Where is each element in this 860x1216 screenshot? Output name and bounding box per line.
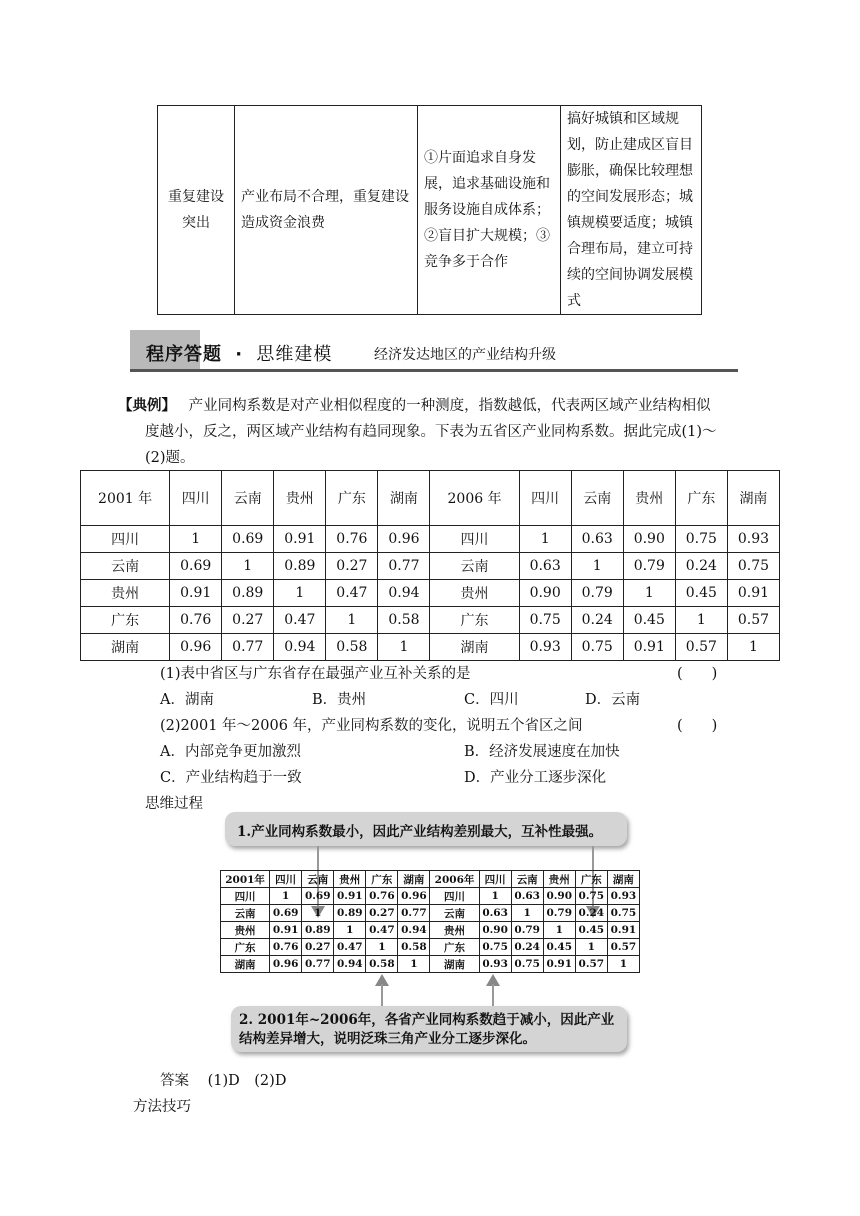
table-cell: 1	[378, 634, 430, 661]
problem-cell: 重复建设突出	[158, 106, 235, 315]
table-cell: 0.90	[543, 888, 575, 905]
table-cell: 0.96	[378, 526, 430, 553]
year-header: 2001年	[221, 871, 270, 888]
question-2-paren: ( )	[677, 718, 718, 734]
row-header: 贵州	[430, 580, 519, 607]
table-cell: 0.24	[575, 905, 607, 922]
table-cell: 1	[511, 905, 543, 922]
arrow-line	[381, 984, 383, 1008]
table-cell: 1	[543, 922, 575, 939]
table-cell: 1	[575, 939, 607, 956]
table-cell: 1	[571, 553, 623, 580]
table-cell: 0.76	[270, 939, 302, 956]
row-header: 贵州	[430, 922, 479, 939]
table-cell: 0.58	[398, 939, 430, 956]
table-cell: 0.96	[170, 634, 222, 661]
table-row	[221, 956, 640, 973]
q1-option-d: D．云南	[585, 692, 641, 708]
table-cell: 0.94	[334, 956, 366, 973]
table-row	[221, 905, 640, 922]
table-cell: 1	[302, 905, 334, 922]
mini-similarity-table	[220, 870, 640, 973]
row-header: 云南	[430, 553, 519, 580]
q1-option-a: A．湖南	[160, 692, 214, 708]
table-cell: 0.90	[479, 922, 511, 939]
column-header: 广东	[326, 471, 378, 526]
column-header: 四川	[519, 471, 571, 526]
example-line-2: 度越小，反之，两区域产业结构有趋同现象。下表为五省区产业同构系数。据此完成(1)～	[145, 424, 717, 440]
row-header: 云南	[221, 905, 270, 922]
table-cell: 0.75	[727, 553, 779, 580]
table-header-row	[221, 871, 640, 888]
table-cell: 0.57	[575, 956, 607, 973]
table-cell: 0.57	[675, 634, 727, 661]
column-header: 广东	[575, 871, 607, 888]
column-header: 四川	[270, 871, 302, 888]
table-row	[81, 607, 780, 634]
table-cell: 1	[222, 553, 274, 580]
column-header: 湖南	[378, 471, 430, 526]
table-cell: 0.69	[170, 553, 222, 580]
table-cell: 0.69	[222, 526, 274, 553]
column-header: 湖南	[607, 871, 639, 888]
column-header: 云南	[571, 471, 623, 526]
table-cell: 1	[519, 526, 571, 553]
row-header: 云南	[430, 905, 479, 922]
table-cell: 0.47	[334, 939, 366, 956]
table-cell: 0.94	[274, 634, 326, 661]
method-label: 方法技巧	[133, 1099, 191, 1115]
section-header-rule	[130, 369, 738, 372]
row-header: 云南	[81, 553, 170, 580]
table-cell: 1	[274, 580, 326, 607]
table-cell: 1	[398, 956, 430, 973]
table-cell: 0.75	[575, 888, 607, 905]
table-cell: 0.75	[607, 905, 639, 922]
table-cell: 1	[479, 888, 511, 905]
table-cell: 0.89	[334, 905, 366, 922]
q1-option-b: B．贵州	[312, 692, 367, 708]
row-header: 四川	[221, 888, 270, 905]
question-1-paren: ( )	[677, 666, 718, 682]
column-header: 云南	[302, 871, 334, 888]
row-header: 湖南	[81, 634, 170, 661]
table-cell: 0.94	[378, 580, 430, 607]
table-cell: 0.76	[366, 888, 398, 905]
table-row	[221, 922, 640, 939]
table-cell: 0.91	[270, 922, 302, 939]
section-topic: 经济发达地区的产业结构升级	[374, 347, 556, 363]
row-header: 湖南	[221, 956, 270, 973]
table-cell: 0.91	[727, 580, 779, 607]
table-cell: 0.75	[571, 634, 623, 661]
table-cell: 0.79	[543, 905, 575, 922]
q2-option-c: C．产业结构趋于一致	[160, 770, 302, 786]
table-cell: 0.79	[571, 580, 623, 607]
table-cell: 1	[366, 939, 398, 956]
row-header: 广东	[221, 939, 270, 956]
table-cell: 1	[607, 956, 639, 973]
similarity-table	[80, 470, 780, 661]
column-header: 贵州	[274, 471, 326, 526]
table-cell: 0.91	[170, 580, 222, 607]
table-cell: 0.91	[607, 922, 639, 939]
table-cell: 0.96	[398, 888, 430, 905]
column-header: 贵州	[334, 871, 366, 888]
table-cell: 0.89	[302, 922, 334, 939]
row-header: 湖南	[430, 956, 479, 973]
column-header: 云南	[511, 871, 543, 888]
thinking-bubble-1: 1.产业同构系数最小，因此产业结构差别最大，互补性最强。	[225, 812, 627, 846]
answer-line: 答案 (1)D (2)D	[160, 1073, 287, 1089]
column-header: 湖南	[398, 871, 430, 888]
year-header: 2006 年	[430, 471, 519, 526]
table-cell: 0.77	[398, 905, 430, 922]
table-cell: 0.93	[607, 888, 639, 905]
table-row	[221, 939, 640, 956]
question-1: (1)表中省区与广东省存在最强产业互补关系的是	[160, 666, 471, 682]
table-cell: 0.91	[543, 956, 575, 973]
table-cell: 1	[170, 526, 222, 553]
table-cell: 1	[270, 888, 302, 905]
table-cell: 0.96	[270, 956, 302, 973]
table-cell: 1	[675, 607, 727, 634]
table-cell: 0.69	[270, 905, 302, 922]
measure-cell: 搞好城镇和区域规划，防止建成区盲目膨胀，确保比较理想的空间发展形态；城镇规模要适度；城镇合理布局，建立可持续的空间协调发展模式	[561, 106, 702, 315]
table-cell: 0.63	[479, 905, 511, 922]
column-header: 云南	[222, 471, 274, 526]
row-header: 四川	[81, 526, 170, 553]
column-header: 贵州	[623, 471, 675, 526]
table-cell: 1	[623, 580, 675, 607]
example-line-3: (2)题。	[145, 450, 195, 466]
table-cell: 0.45	[623, 607, 675, 634]
table-cell: 1	[326, 607, 378, 634]
table-cell: 0.24	[675, 553, 727, 580]
row-header: 四川	[430, 526, 519, 553]
q2-option-b: B．经济发展速度在加快	[464, 744, 620, 760]
table-header-row	[81, 471, 780, 526]
table-cell: 0.79	[511, 922, 543, 939]
measures-table	[157, 105, 702, 315]
year-header: 2006年	[430, 871, 479, 888]
section-header	[130, 330, 738, 372]
row-header: 贵州	[81, 580, 170, 607]
table-cell: 0.77	[222, 634, 274, 661]
table-cell: 0.75	[519, 607, 571, 634]
table-cell: 0.93	[519, 634, 571, 661]
table-cell: 0.45	[675, 580, 727, 607]
table-cell: 1	[334, 922, 366, 939]
thinking-bubble-2: 2. 2001年~2006年，各省产业同构系数趋于减小，因此产业 结构差异增大，说明泛珠三角产业分工逐步深化。	[231, 1006, 627, 1052]
column-header: 四川	[479, 871, 511, 888]
q2-option-a: A．内部竞争更加激烈	[160, 744, 301, 760]
thinking-label: 思维过程	[145, 796, 203, 812]
table-cell: 0.58	[378, 607, 430, 634]
table-cell: 0.24	[511, 939, 543, 956]
table-cell: 0.57	[727, 607, 779, 634]
table-cell: 0.76	[170, 607, 222, 634]
table-row	[81, 580, 780, 607]
table-cell: 0.75	[479, 939, 511, 956]
table-cell: 0.24	[571, 607, 623, 634]
table-cell: 0.93	[479, 956, 511, 973]
column-header: 广东	[366, 871, 398, 888]
table-cell: 0.75	[675, 526, 727, 553]
column-header: 四川	[170, 471, 222, 526]
table-cell: 0.57	[607, 939, 639, 956]
q1-option-c: C．四川	[464, 692, 519, 708]
table-cell: 0.89	[222, 580, 274, 607]
question-2: (2)2001 年～2006 年，产业同构系数的变化，说明五个省区之间	[160, 718, 583, 734]
example-line-1: 【典例】 产业同构系数是对产业相似程度的一种测度，指数越低，代表两区域产业结构相似	[118, 397, 711, 414]
column-header: 广东	[675, 471, 727, 526]
table-cell: 0.91	[274, 526, 326, 553]
table-cell: 0.91	[623, 634, 675, 661]
table-cell: 0.63	[511, 888, 543, 905]
section-title: 程序答题 · 思维建模	[146, 344, 333, 365]
row-header: 湖南	[430, 634, 519, 661]
table-cell: 0.69	[302, 888, 334, 905]
table-cell: 0.77	[302, 956, 334, 973]
table-cell: 0.45	[543, 939, 575, 956]
table-cell: 0.93	[727, 526, 779, 553]
table-cell: 0.90	[623, 526, 675, 553]
table-row	[81, 634, 780, 661]
table-cell: 0.90	[519, 580, 571, 607]
arrow-line	[492, 984, 494, 1008]
row-header: 广东	[430, 939, 479, 956]
reason-cell: ①片面追求自身发展，追求基础设施和服务设施自成体系；②盲目扩大规模；③竞争多于合作	[418, 106, 561, 315]
table-cell: 0.79	[623, 553, 675, 580]
row-header: 贵州	[221, 922, 270, 939]
table-cell: 0.45	[575, 922, 607, 939]
table-row	[81, 553, 780, 580]
table-cell: 0.76	[326, 526, 378, 553]
table-row	[221, 888, 640, 905]
year-header: 2001 年	[81, 471, 170, 526]
table-cell: 1	[727, 634, 779, 661]
table-cell: 0.27	[366, 905, 398, 922]
table-cell: 0.58	[366, 956, 398, 973]
table-cell: 0.94	[398, 922, 430, 939]
column-header: 贵州	[543, 871, 575, 888]
table-cell: 0.27	[326, 553, 378, 580]
table-cell: 0.47	[366, 922, 398, 939]
table-cell: 0.27	[302, 939, 334, 956]
table-cell: 0.75	[511, 956, 543, 973]
cause-cell: 产业布局不合理，重复建设造成资金浪费	[235, 106, 418, 315]
row-header: 四川	[430, 888, 479, 905]
table-cell: 0.91	[334, 888, 366, 905]
table-cell: 0.58	[326, 634, 378, 661]
q2-option-d: D．产业分工逐步深化	[464, 770, 607, 786]
column-header: 湖南	[727, 471, 779, 526]
table-cell: 0.47	[326, 580, 378, 607]
table-cell: 0.77	[378, 553, 430, 580]
table-cell: 0.63	[519, 553, 571, 580]
table-cell: 0.47	[274, 607, 326, 634]
table-cell: 0.27	[222, 607, 274, 634]
table-cell: 0.63	[571, 526, 623, 553]
row-header: 广东	[81, 607, 170, 634]
table-cell: 0.89	[274, 553, 326, 580]
table-row	[81, 526, 780, 553]
row-header: 广东	[430, 607, 519, 634]
